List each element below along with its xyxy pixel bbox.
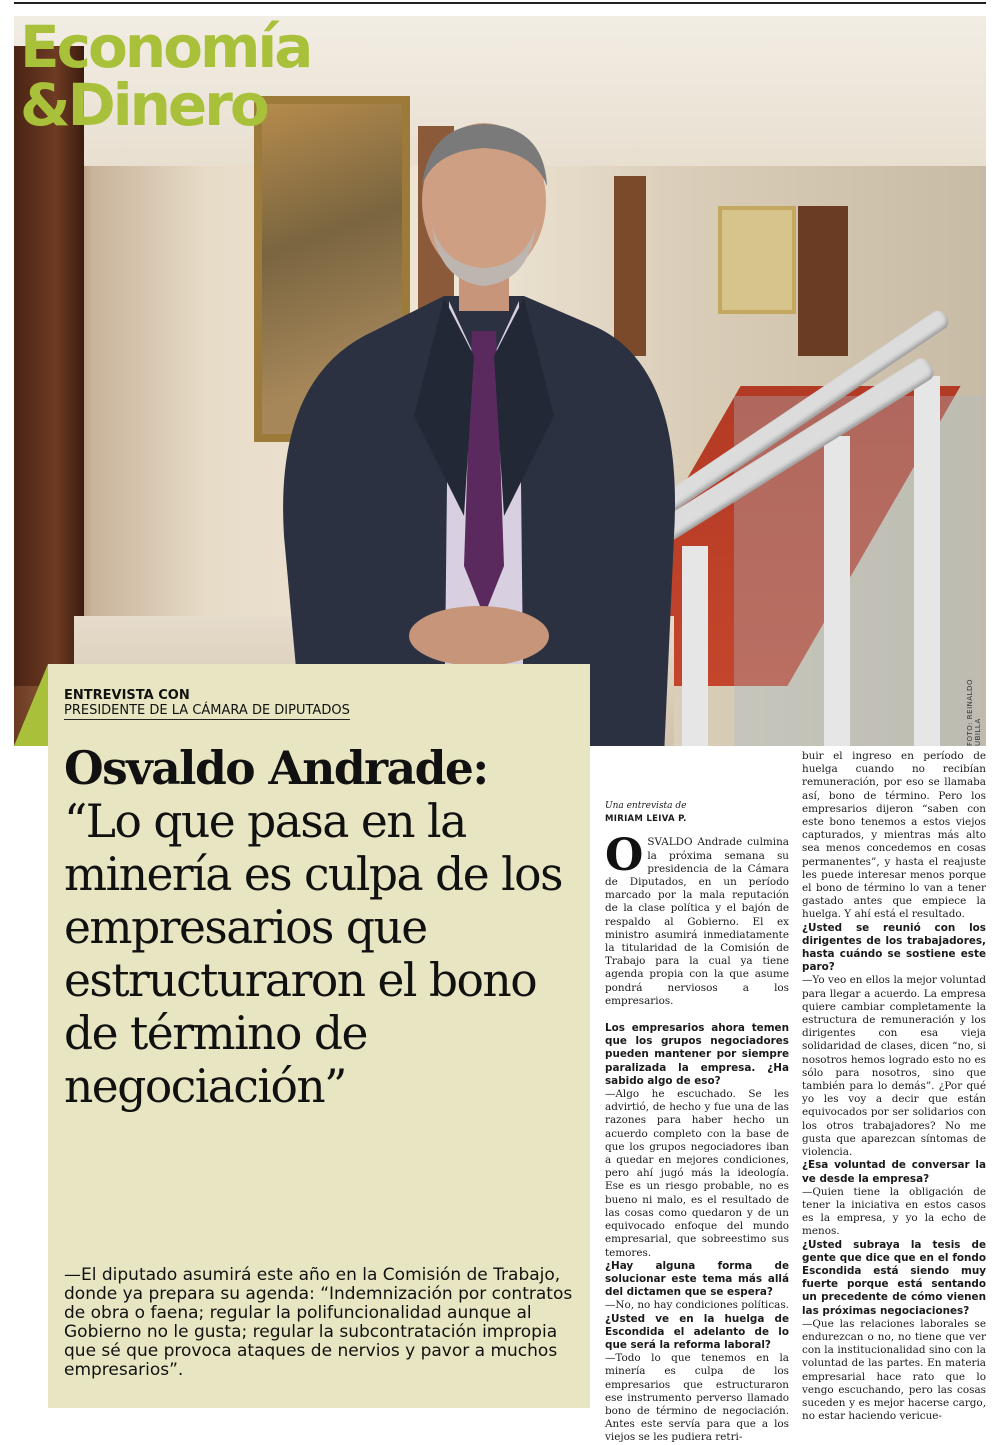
question: Los empresarios ahora temen que los grupos negociadores pueden mantener por siempre paralizada la empresa. ¿Ha sabido algo de eso? [605,1022,789,1087]
question: ¿Usted subraya la tesis de gente que dice que en el fondo Escondida está siendo muy fuerte porque está sentando un precedente de cómo vienen las próximas negociaciones? [802,1238,986,1317]
masthead-line1: Economía [20,13,311,81]
kicker-line2: PRESIDENTE DE LA CÁMARA DE DIPUTADOS [64,703,350,718]
headline [64,742,582,1113]
headline-quote: “Lo que pasa en la minería es culpa de los empresarios que estructuraron el bono de término de negociación” [64,795,562,1113]
answer: —Algo he escuchado. Se les advirtió, de hecho y fue una de las razones para haber hecho un acuerdo completo con la base de que los grupos negociadores iban a quedar en mejores condiciones, pero ahí jugó más la ideología. Ese es un riesgo probable, no es bueno ni malo, es el resultado de las cosas como quedaron y de un equivocado enfoque del mundo empresarial, que sobreestimo sus temores. [605,1088,789,1259]
question: ¿Usted ve en la huelga de Escondida el adelanto de lo que será la reforma laboral? [605,1312,789,1351]
top-rule [14,2,986,4]
answer: —Quien tiene la obligación de tener la iniciativa en estos casos es la empresa, y yo la echo de menos. [802,1185,986,1238]
byline-label: Una entrevista de [605,801,687,811]
intro-text: SVALDO Andrade culmina la próxima semana su presidencia de la Cámara de Diputados, en un período marcado por la mala reputación de la clase política y el bajón de respaldo al Gobierno. El ex ministro asumirá inmediatamente la titularidad de la Comisión de Trabajo para la cual ya tiene agenda propia con la que asume pondrá nerviosos a los empresarios. [605,836,789,1007]
byline-author: MIRIAM LEIVA P. [605,814,687,825]
question: ¿Usted se reunió con los dirigentes de los trabajadores, hasta cuándo se sostiene este paro? [802,921,986,974]
article-column-1 [605,800,789,1445]
photo-credit: FOTO: REINALDO UBILLA [966,679,982,746]
intro-paragraph [605,830,789,1008]
answer: —Que las relaciones laborales se endurezcan o no, no tiene que ver con la institucionalidad sino con la voluntad de las partes. En materia empresarial hace rato que lo vengo escuchando, pero las cosas suceden y es mejor hacerse cargo, no estar haciendo vericue- [802,1317,986,1423]
headline-name: Osvaldo Andrade: [64,741,488,795]
answer: —Yo veo en ellos la mejor voluntad para llegar a acuerdo. La empresa quiere cambiar completamente la estructura de remuneración y los dirigentes con esa vieja solidaridad de clases, dicen “no, si nosotros hemos logrado esto no es sólo para nosotros, sino que también para lo demás”. ¿Por qué yo les voy a decir que están equivocados por ser solidarios con los otros trabajadores? No me gusta que aparezcan síntomas de violencia. [802,974,986,1159]
answer: buir el ingreso en período de huelga cuando no recibían remuneración, por eso se llamaba así, bono de término. Pero los empresarios dijeron “saben con este bono tenemos a estos viejos capturados, y mientras más alto sea menos concedemos en cosas permanentes”, y hasta el reajuste les puede interesar menos porque el bono de término lo van a tener gastado antes que empiece la huelga. Y ahí está el resultado. [802,750,986,921]
dropcap: O [605,830,644,882]
article-column-2 [802,750,986,1423]
answer: —No, no hay condiciones políticas. [605,1299,789,1312]
masthead-line2: &Dinero [20,71,267,139]
section-masthead [20,13,311,139]
person-figure [264,116,704,746]
kicker-line1: ENTREVISTA CON [64,688,190,703]
question: ¿Hay alguna forma de solucionar este tema más allá del dictamen que se espera? [605,1259,789,1299]
kicker [64,688,350,720]
question: ¿Esa voluntad de conversar la ve desde la empresa? [802,1159,986,1185]
lead-paragraph: —El diputado asumirá este año en la Comisión de Trabajo, donde ya prepara su agenda: “Indemnización por contratos de obra o faena; regular la polifuncionalidad aunque al Gobierno no le gusta; regular la subcontratación impropia que sé que provoca ataques de nervios y pavor a muchos empresarios”. [64,1265,573,1380]
answer: —Todo lo que tenemos en la minería es culpa de los empresarios que estructuraron ese instrumento perverso llamado bono de término de negociación. Antes este servía para que a los viejos se les pudiera retri- [605,1352,789,1444]
accent-wedge [14,664,48,746]
